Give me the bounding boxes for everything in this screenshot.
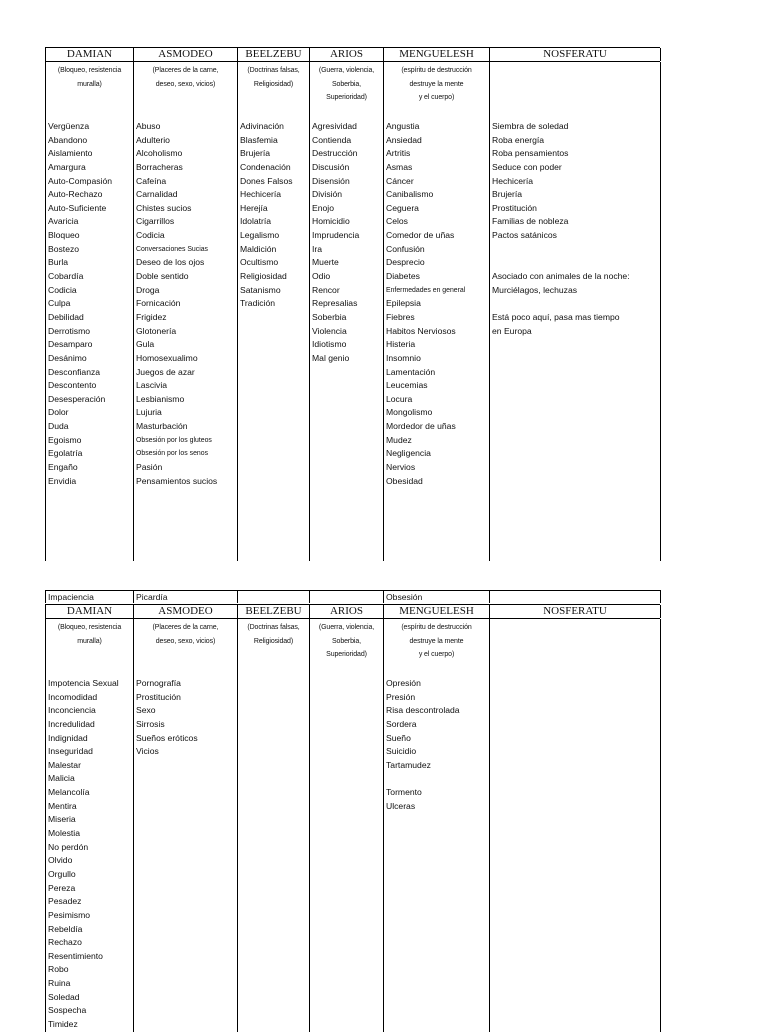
list-item: Codicia: [136, 230, 165, 241]
header-asmodeo: ASMODEO: [134, 48, 238, 61]
list-item: Maldición: [240, 243, 277, 254]
list-item: Muerte: [312, 257, 339, 268]
list-item: Culpa: [48, 298, 71, 309]
list-item: Siembra de soledad: [492, 121, 569, 131]
list-item: División: [312, 189, 343, 200]
list-item: Suicidio: [386, 746, 417, 757]
list-item: Sirrosis: [136, 718, 165, 729]
list-item: Gula: [136, 339, 155, 350]
list-item: Egolatría: [48, 448, 83, 459]
header-menguelesh: MENGUELESH: [384, 48, 490, 61]
list-item: Insomnio: [386, 352, 421, 363]
list-item: Auto-Rechazo: [48, 189, 103, 200]
list-item: Envidia: [48, 475, 77, 486]
list-item: [492, 256, 660, 270]
carryover-row: [45, 590, 660, 603]
list-item: Pensamientos sucios: [136, 475, 218, 486]
column-damian: [46, 120, 134, 561]
carryover-nosferatu: [490, 590, 661, 603]
list-item: Desconfianza: [48, 366, 101, 377]
list-item: Lesbianismo: [136, 393, 185, 404]
list-item: No perdón: [48, 841, 89, 852]
column-asmodeo: [134, 677, 238, 1032]
list-item: [492, 243, 660, 257]
list-item: Idiotismo: [312, 339, 347, 350]
list-item: Presión: [386, 691, 416, 702]
list-item: [492, 297, 660, 311]
list-item: Auto-Suficiente: [48, 202, 107, 213]
list-item: Incomodidad: [48, 691, 98, 702]
list-item: Soberbia: [312, 311, 347, 322]
list-item: Rechazo: [48, 937, 82, 948]
list-item: Pasión: [136, 462, 163, 473]
list-item: Desesperación: [48, 393, 106, 404]
subheader-row: [45, 62, 660, 120]
list-item: Dones Falsos: [240, 175, 293, 186]
list-item: Lascivia: [136, 380, 168, 391]
list-item: Enfermedades en general: [386, 286, 466, 294]
header-row: [45, 47, 660, 62]
list-item: Rebeldía: [48, 923, 83, 934]
list-item: Abandono: [48, 134, 88, 145]
list-item: Epilepsia: [386, 298, 421, 309]
header-beelzebu: BEELZEBU: [238, 48, 310, 61]
carryover-beelzebu: [238, 590, 310, 603]
list-item: Desánimo: [48, 352, 87, 363]
list-item: Lujuria: [136, 407, 162, 418]
list-item: Tradición: [240, 298, 276, 309]
list-item: Asmas: [386, 161, 413, 172]
list-item: Sueños eróticos: [136, 732, 198, 743]
body-row: [45, 677, 660, 1032]
list-item: Artritis: [386, 148, 411, 159]
list-item: Agresividad: [312, 121, 357, 131]
list-item: Conversaciones Sucias: [136, 245, 209, 253]
list-item: Contienda: [312, 134, 352, 145]
list-item: Satanismo: [240, 284, 281, 295]
list-item: Celos: [386, 216, 408, 227]
list-item: Timidez: [48, 1019, 78, 1030]
list-item: Obsesión por los gluteos: [136, 436, 212, 444]
list-item: Sexo: [136, 705, 156, 716]
list-item: Tartamudez: [386, 759, 431, 770]
list-item: Pesimismo: [48, 909, 91, 920]
list-item: Obsesión por los senos: [136, 450, 209, 458]
subheader-arios: (Guerra, violencia, Soberbia, Superioridad): [310, 62, 384, 120]
list-item: Prostitución: [492, 202, 537, 213]
list-item: Desamparo: [48, 339, 93, 350]
list-item: Mal genio: [312, 352, 350, 363]
list-item: Homicidio: [312, 216, 350, 227]
list-item: Adivinación: [240, 121, 284, 131]
list-item: Hechicería: [492, 175, 534, 186]
list-item: Ceguera: [386, 202, 419, 213]
list-item: Asociado con animales de la noche:: [492, 271, 630, 282]
list-item: Prostitución: [136, 691, 181, 702]
list-item: [386, 772, 489, 786]
list-item: Angustia: [386, 121, 420, 131]
list-item: Debilidad: [48, 311, 84, 322]
header-beelzebu: BEELZEBU: [238, 605, 310, 618]
list-item: Glotonería: [136, 325, 177, 336]
list-item: Cigarrillos: [136, 216, 175, 227]
column-arios: [310, 677, 384, 1032]
body-row: [45, 120, 660, 561]
list-item: Juegos de azar: [136, 366, 195, 377]
list-item: Vicios: [136, 746, 159, 757]
column-damian: [46, 677, 134, 1032]
list-item: Miseria: [48, 814, 76, 825]
list-item: Represalias: [312, 298, 358, 309]
list-item: Negligencia: [386, 448, 431, 459]
header-arios: ARIOS: [310, 48, 384, 61]
list-item: Mordedor de uñas: [386, 421, 456, 432]
list-item: Sueño: [386, 732, 411, 743]
list-item: Molestia: [48, 828, 80, 839]
list-item: Disensión: [312, 175, 350, 186]
list-item: Dolor: [48, 407, 69, 418]
list-item: Nervios: [386, 462, 416, 473]
list-item: Indignidad: [48, 732, 88, 743]
list-item: Carnalidad: [136, 189, 178, 200]
list-item: Confusión: [386, 243, 425, 254]
list-item: Idolatría: [240, 216, 272, 227]
list-item: Comedor de uñas: [386, 230, 455, 241]
list-item: Ira: [312, 243, 323, 254]
header-damian: DAMIAN: [46, 48, 134, 61]
carryover-asmodeo: Picardía: [134, 590, 238, 603]
list-item: Ocultismo: [240, 257, 279, 268]
list-item: Bloqueo: [48, 230, 80, 241]
list-item: Robo: [48, 964, 69, 975]
subheader-menguelesh: (espíritu de destrucción destruye la mente y el cuerpo): [384, 619, 490, 677]
list-item: Roba pensamientos: [492, 148, 569, 159]
column-nosferatu: [490, 677, 661, 1032]
list-item: Seduce con poder: [492, 161, 562, 172]
list-item: Diabetes: [386, 271, 420, 282]
list-item: Enojo: [312, 202, 334, 213]
list-item: Abuso: [136, 121, 161, 131]
column-beelzebu: [238, 120, 310, 561]
list-item: Hechicería: [240, 189, 282, 200]
list-item: Rencor: [312, 284, 340, 295]
list-item: Melancolía: [48, 787, 90, 798]
list-item: Soledad: [48, 991, 80, 1002]
list-item: Homosexualimo: [136, 352, 198, 363]
carryover-damian: Impaciencia: [46, 590, 134, 603]
list-item: Malicia: [48, 773, 75, 784]
list-item: Discusión: [312, 161, 350, 172]
subheader-nosferatu: [490, 62, 661, 120]
list-item: Malestar: [48, 759, 81, 770]
list-item: Ruina: [48, 978, 71, 989]
list-item: Violencia: [312, 325, 347, 336]
list-item: Brujería: [492, 189, 523, 200]
list-item: Amargura: [48, 161, 86, 172]
list-item: Sordera: [386, 718, 417, 729]
list-item: Familias de nobleza: [492, 216, 569, 227]
list-item: Aislamiento: [48, 148, 93, 159]
list-item: Masturbación: [136, 421, 188, 432]
list-item: Condenación: [240, 161, 291, 172]
list-item: Risa descontrolada: [386, 705, 460, 716]
list-item: Leucemias: [386, 380, 428, 391]
demon-table-page-2: [45, 604, 660, 1032]
list-item: Ulceras: [386, 800, 416, 811]
list-item: Incredulidad: [48, 718, 95, 729]
list-item: Chistes sucios: [136, 202, 192, 213]
subheader-nosferatu: [490, 619, 661, 677]
subheader-asmodeo: (Placeres de la carne, deseo, sexo, vicios): [134, 619, 238, 677]
list-item: Está poco aquí, pasa mas tiempo: [492, 311, 620, 322]
list-item: Olvido: [48, 855, 73, 866]
list-item: Inconciencia: [48, 705, 96, 716]
list-item: Lamentación: [386, 366, 436, 377]
list-item: Auto-Compasión: [48, 175, 113, 186]
list-item: Opresión: [386, 678, 421, 688]
subheader-beelzebu: (Doctrinas falsas, Religiosidad): [238, 619, 310, 677]
subheader-arios: (Guerra, violencia, Soberbia, Superioridad): [310, 619, 384, 677]
list-item: en Europa: [492, 325, 532, 336]
list-item: Odio: [312, 271, 331, 282]
list-item: Alcoholismo: [136, 148, 183, 159]
list-item: Doble sentido: [136, 271, 189, 282]
list-item: Fiebres: [386, 311, 415, 322]
list-item: Orgullo: [48, 868, 76, 879]
list-item: Roba energía: [492, 134, 545, 145]
list-item: Histeria: [386, 339, 416, 350]
list-item: Inseguridad: [48, 746, 93, 757]
list-item: Burla: [48, 257, 69, 268]
list-item: Bostezo: [48, 243, 80, 254]
header-asmodeo: ASMODEO: [134, 605, 238, 618]
column-menguelesh: [384, 677, 490, 1032]
header-nosferatu: NOSFERATU: [490, 605, 661, 618]
list-item: Pereza: [48, 882, 76, 893]
header-nosferatu: NOSFERATU: [490, 48, 661, 61]
list-item: Borracheras: [136, 161, 183, 172]
header-damian: DAMIAN: [46, 605, 134, 618]
list-item: Locura: [386, 393, 413, 404]
column-beelzebu: [238, 677, 310, 1032]
list-item: Duda: [48, 421, 69, 432]
list-item: Imprudencia: [312, 230, 360, 241]
header-arios: ARIOS: [310, 605, 384, 618]
list-item: Cáncer: [386, 175, 414, 186]
list-item: Religiosidad: [240, 271, 287, 282]
list-item: Descontento: [48, 380, 97, 391]
list-item: Brujería: [240, 148, 271, 159]
list-item: Mongolismo: [386, 407, 433, 418]
subheader-menguelesh: (espíritu de destrucción destruye la mente y el cuerpo): [384, 62, 490, 120]
list-item: Avaricia: [48, 216, 79, 227]
column-menguelesh: [384, 120, 490, 561]
list-item: Fornicación: [136, 298, 181, 309]
column-asmodeo: [134, 120, 238, 561]
list-item: Legalismo: [240, 230, 280, 241]
list-item: Herejía: [240, 202, 268, 213]
list-item: Mudez: [386, 434, 412, 445]
carryover-arios: [310, 590, 384, 603]
list-item: Tormento: [386, 787, 422, 798]
list-item: Resentimiento: [48, 950, 103, 961]
list-item: Cafeína: [136, 175, 167, 186]
subheader-row: [45, 619, 660, 677]
subheader-damian: (Bloqueo, resistencia muralla): [46, 619, 134, 677]
list-item: Ansiedad: [386, 134, 422, 145]
list-item: Pactos satánicos: [492, 230, 557, 241]
list-item: Deseo de los ojos: [136, 257, 205, 268]
list-item: Adulterio: [136, 134, 170, 145]
list-item: Canibalismo: [386, 189, 434, 200]
list-item: Blasfemia: [240, 134, 278, 145]
list-item: Vergüenza: [48, 121, 90, 131]
list-item: Codicia: [48, 284, 77, 295]
subheader-asmodeo: (Placeres de la carne, deseo, sexo, vicios): [134, 62, 238, 120]
column-arios: [310, 120, 384, 561]
subheader-damian: (Bloqueo, resistencia muralla): [46, 62, 134, 120]
list-item: Frigidez: [136, 311, 167, 322]
list-item: Engaño: [48, 462, 78, 473]
list-item: Droga: [136, 284, 160, 295]
list-item: Destrucción: [312, 148, 358, 159]
list-item: Murciélagos, lechuzas: [492, 284, 578, 295]
subheader-beelzebu: (Doctrinas falsas, Religiosidad): [238, 62, 310, 120]
list-item: Obesidad: [386, 475, 423, 486]
column-nosferatu: [490, 120, 661, 561]
list-item: Mentira: [48, 800, 77, 811]
demon-table-page-1: [45, 47, 660, 561]
list-item: Desprecio: [386, 257, 425, 268]
list-item: Habitos Nerviosos: [386, 325, 456, 336]
list-item: Impotencia Sexual: [48, 678, 119, 688]
header-row: [45, 604, 660, 619]
list-item: Cobardía: [48, 271, 84, 282]
carryover-menguelesh: Obsesión: [384, 590, 490, 603]
list-item: Pesadez: [48, 896, 82, 907]
list-item: Derrotismo: [48, 325, 91, 336]
list-item: Pornografía: [136, 678, 181, 688]
list-item: Sospecha: [48, 1005, 87, 1016]
list-item: Egoismo: [48, 434, 82, 445]
header-menguelesh: MENGUELESH: [384, 605, 490, 618]
